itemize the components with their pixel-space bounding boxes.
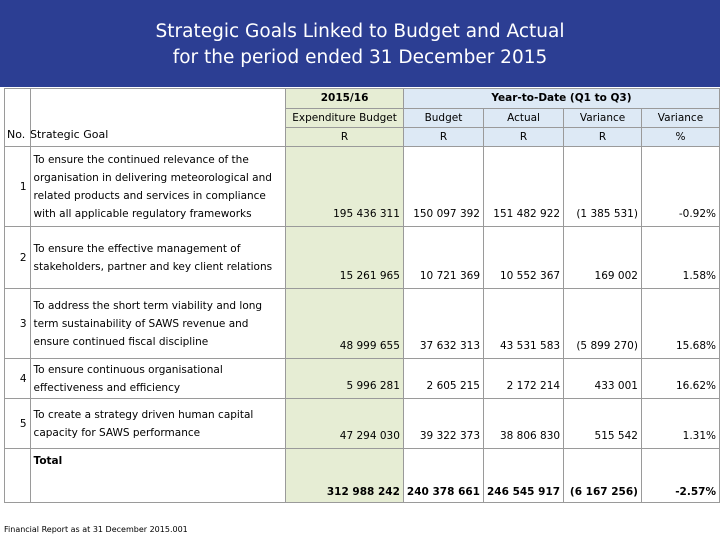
variance-cell: 169 002 xyxy=(564,227,642,289)
total-budget: 240 378 661 xyxy=(403,449,483,503)
table-row xyxy=(5,147,720,227)
goal-line: with all applicable regulatory frameworks xyxy=(33,207,252,220)
table-row xyxy=(5,359,720,399)
variance-pct-cell: 1.58% xyxy=(641,227,719,289)
title-line-2: for the period ended 31 December 2015 xyxy=(172,47,548,68)
column-header-labels xyxy=(7,128,109,141)
strategic-goals-table xyxy=(4,88,720,503)
goal-line: organisation in delivering meteorological and xyxy=(33,171,272,184)
exp-budget-cell: 5 996 281 xyxy=(286,359,404,399)
actual-cell: 2 172 214 xyxy=(484,359,564,399)
variance-cell: (1 385 531) xyxy=(564,147,642,227)
goal-line: To address the short term viability and long xyxy=(33,299,263,312)
exp-budget-cell: 48 999 655 xyxy=(286,289,404,359)
actual-cell: 43 531 583 xyxy=(484,289,564,359)
table-row xyxy=(5,227,720,289)
exp-budget-cell: 15 261 965 xyxy=(286,227,404,289)
variance-pct-cell: 16.62% xyxy=(641,359,719,399)
actual-unit: R xyxy=(484,128,564,147)
total-label: Total xyxy=(30,449,286,503)
budget-header: Budget xyxy=(403,109,483,128)
goal-line: effectiveness and efficiency xyxy=(33,381,181,394)
table-row xyxy=(5,399,720,449)
exp-budget-cell: 47 294 030 xyxy=(286,399,404,449)
header-row-1 xyxy=(5,89,720,109)
budget-unit: R xyxy=(403,128,483,147)
title-line-1: Strategic Goals Linked to Budget and Actual xyxy=(155,21,565,42)
total-actual: 246 545 917 xyxy=(484,449,564,503)
variance-unit: R xyxy=(564,128,642,147)
budget-cell: 150 097 392 xyxy=(403,147,483,227)
goal-line: To create a strategy driven human capital xyxy=(33,408,254,421)
variance-pct-cell: 15.68% xyxy=(641,289,719,359)
exp-budget-unit: R xyxy=(286,128,404,147)
variance-cell: 433 001 xyxy=(564,359,642,399)
goal-description xyxy=(30,227,286,289)
total-variance: (6 167 256) xyxy=(564,449,642,503)
actual-cell: 151 482 922 xyxy=(484,147,564,227)
actual-header: Actual xyxy=(484,109,564,128)
goal-description xyxy=(30,359,286,399)
variance-pct-unit: % xyxy=(641,128,719,147)
total-exp-budget: 312 988 242 xyxy=(286,449,404,503)
variance-pct-cell: -0.92% xyxy=(641,147,719,227)
goal-number: 2 xyxy=(5,227,31,289)
variance-pct-cell: 1.31% xyxy=(641,399,719,449)
no-column-label: No. xyxy=(7,128,26,141)
footer-note: Financial Report as at 31 December 2015.001 xyxy=(4,525,188,534)
year-header: 2015/16 xyxy=(286,89,404,109)
total-variance-pct: -2.57% xyxy=(641,449,719,503)
exp-budget-cell: 195 436 311 xyxy=(286,147,404,227)
goal-description xyxy=(30,399,286,449)
variance-cell: 515 542 xyxy=(564,399,642,449)
variance-pct-header: Variance xyxy=(641,109,719,128)
goal-line: term sustainability of SAWS revenue and xyxy=(33,317,249,330)
goal-line: stakeholders, partner and key client relations xyxy=(33,260,273,273)
ytd-header: Year-to-Date (Q1 to Q3) xyxy=(403,89,719,109)
goal-column-label: Strategic Goal xyxy=(30,128,109,141)
goal-description xyxy=(30,147,286,227)
goal-line: capacity for SAWS performance xyxy=(33,426,201,439)
actual-cell: 10 552 367 xyxy=(484,227,564,289)
goal-line: To ensure the continued relevance of the xyxy=(33,153,249,166)
variance-header: Variance xyxy=(564,109,642,128)
goal-number: 4 xyxy=(5,359,31,399)
goal-line: ensure continued fiscal discipline xyxy=(33,335,209,348)
budget-cell: 37 632 313 xyxy=(403,289,483,359)
variance-cell: (5 899 270) xyxy=(564,289,642,359)
goal-line: To ensure the effective management of xyxy=(33,242,241,255)
total-row xyxy=(5,449,720,503)
actual-cell: 38 806 830 xyxy=(484,399,564,449)
table-row xyxy=(5,289,720,359)
slide-title xyxy=(0,0,720,87)
goal-number: 3 xyxy=(5,289,31,359)
goal-number: 1 xyxy=(5,147,31,227)
goal-number: 5 xyxy=(5,399,31,449)
goal-line: To ensure continuous organisational xyxy=(33,363,223,376)
budget-cell: 2 605 215 xyxy=(403,359,483,399)
budget-cell: 39 322 373 xyxy=(403,399,483,449)
exp-budget-header: Expenditure Budget xyxy=(286,109,404,128)
budget-cell: 10 721 369 xyxy=(403,227,483,289)
goal-line: related products and services in compliance xyxy=(33,189,266,202)
goal-description xyxy=(30,289,286,359)
